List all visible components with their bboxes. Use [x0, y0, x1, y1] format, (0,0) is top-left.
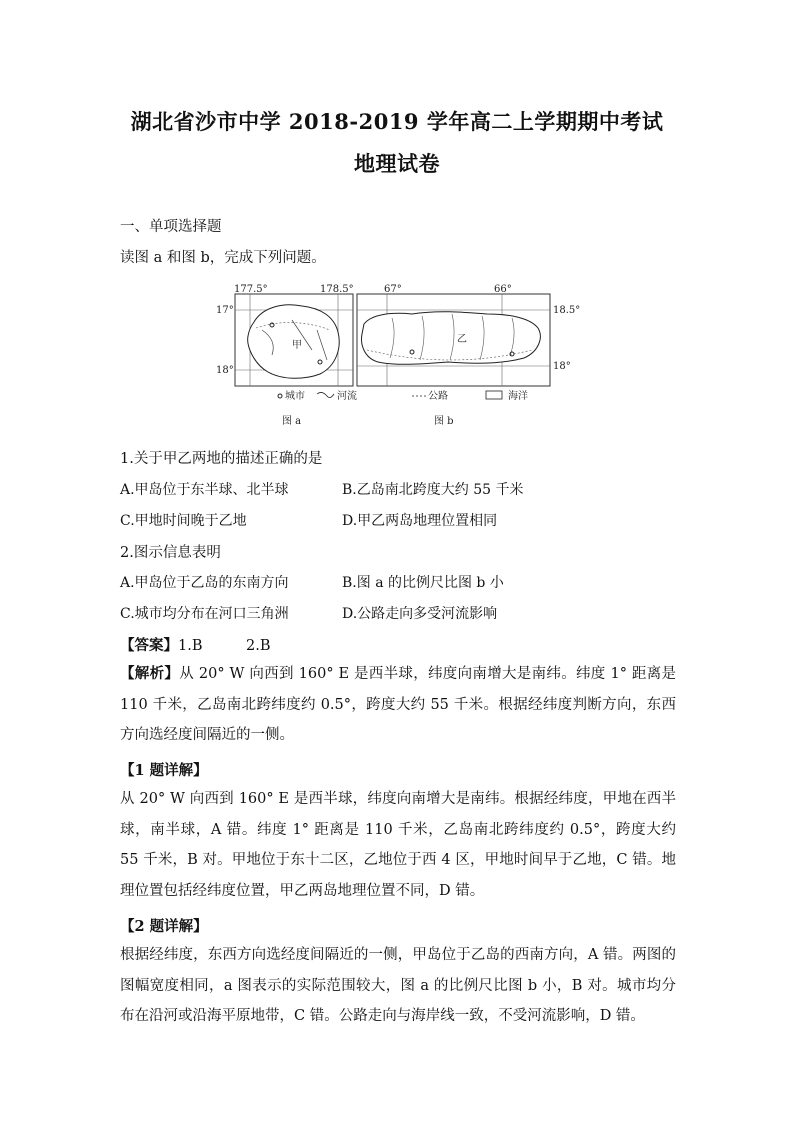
question-2-stem: 2.图示信息表明 [120, 545, 221, 561]
question-2-option-d: D.公路走向多受河流影响 [342, 606, 498, 622]
detail-2-label: 【2 题详解】 [120, 918, 208, 935]
question-2-option-c: C.城市均分布在河口三角洲 [120, 606, 289, 622]
city-icon [278, 394, 282, 398]
caption-b: 图 b [434, 416, 454, 427]
question-1-option-a: A.甲岛位于东半球、北半球 [120, 482, 289, 498]
map-a-lat-bottom: 18° [216, 365, 234, 376]
map-b-lon-left: 67° [384, 284, 402, 295]
answer-label: 【答案】 [120, 637, 178, 654]
question-1-option-c: C.甲地时间晚于乙地 [120, 513, 247, 529]
map-a-lat-top: 17° [216, 305, 234, 316]
analysis-text: 从 20° W 向西到 160° E 是西半球，纬度向南增大是南纬。纬度 1° 距离是 110 千米，乙岛南北跨纬度约 0.5°，跨度大约 55 千米。根据经纬度判断方向，东西方向选经度间隔近的一侧。 [120, 666, 677, 743]
map-b-lat-top: 18.5° [553, 305, 581, 316]
legend-river: 河流 [337, 391, 357, 402]
answer-value: 1.B 2.B [178, 638, 271, 654]
place-label-yi: 乙 [457, 334, 467, 345]
place-label-jia: 甲 [292, 340, 302, 351]
map-b-lon-right: 66° [494, 284, 512, 295]
question-1-option-b: B.乙岛南北跨度大约 55 千米 [342, 482, 524, 498]
question-intro: 读图 a 和图 b，完成下列问题。 [120, 250, 326, 266]
river-icon [317, 392, 334, 397]
answer-line [120, 634, 270, 655]
ocean-icon [486, 391, 502, 399]
legend-road: 公路 [428, 391, 448, 402]
map-b-lat-bottom: 18° [553, 361, 571, 372]
map-legend [278, 389, 528, 402]
map-b [357, 284, 580, 386]
analysis-paragraph [120, 659, 676, 751]
legend-ocean: 海洋 [508, 391, 528, 402]
detail-1-label: 【1 题详解】 [120, 762, 208, 779]
map-a [216, 284, 354, 386]
detail-1-text: 从 20° W 向西到 160° E 是西半球，纬度向南增大是南纬。根据经纬度，甲地在西半球，南半球，A 错。纬度 1° 距离是 110 千米，乙岛南北跨纬度约 0.5°，跨度大约 55 千米，B 对。甲地位于东十二区，乙地位于西 4 区，甲地时间早于乙地，C 错。地理位置包括经纬度位置，甲乙两岛地理位置不同，D 错。 [120, 791, 676, 899]
question-1-stem: 1.关于甲乙两地的描述正确的是 [120, 451, 323, 467]
map-figure [212, 280, 582, 434]
legend-city: 城市 [285, 391, 305, 402]
map-a-lon-right: 178.5° [320, 284, 354, 295]
section-heading: 一、单项选择题 [120, 219, 222, 235]
map-a-lon-left: 177.5° [234, 284, 268, 295]
question-1-option-d: D.甲乙两岛地理位置相同 [342, 513, 498, 529]
document-subtitle: 地理试卷 [354, 151, 440, 176]
question-2-option-a: A.甲岛位于乙岛的东南方向 [120, 575, 289, 591]
analysis-label: 【解析】 [120, 665, 180, 682]
caption-a: 图 a [282, 416, 302, 427]
detail-2-text: 根据经纬度，东西方向选经度间隔近的一侧，甲岛位于乙岛的西南方向，A 错。两图的图幅宽度相同，a 图表示的实际范围较大，图 a 的比例尺比图 b 小，B 对。城市均分布在沿河或沿海平原地带，C 错。公路走向与海岸线一致，不受河流影响，D 错。 [120, 947, 676, 1024]
question-2-option-b: B.图 a 的比例尺比图 b 小 [342, 575, 504, 591]
document-title: 湖北省沙市中学 2018-2019 学年高二上学期期中考试 [130, 109, 664, 134]
